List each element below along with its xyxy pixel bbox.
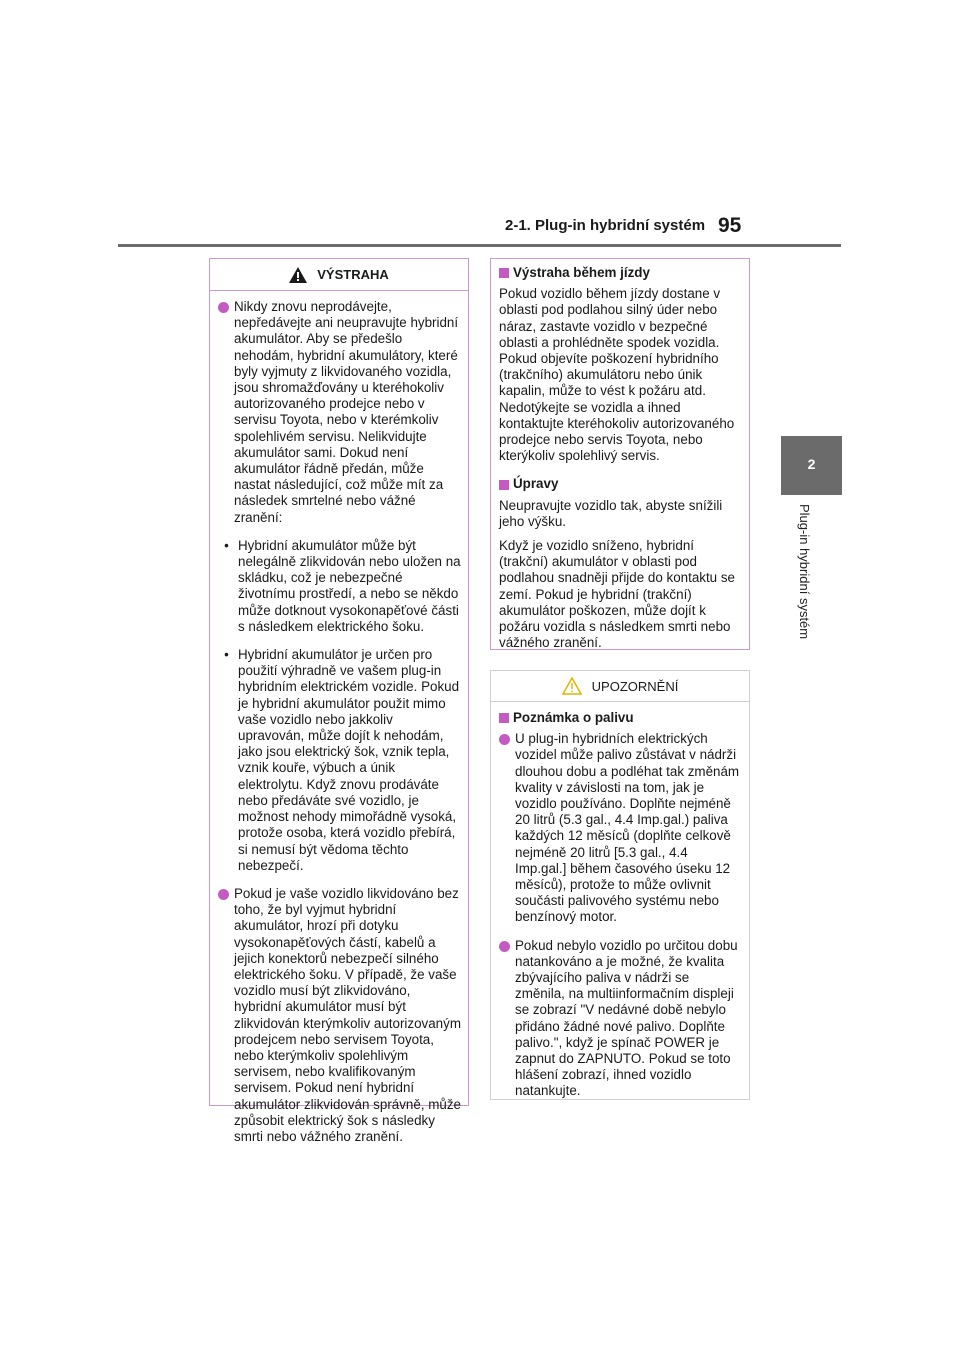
warning-subitem xyxy=(218,647,461,874)
chapter-title: Plug-in hybridní systém xyxy=(797,504,812,640)
notice-bullet xyxy=(499,731,742,925)
bullet-dot-icon xyxy=(218,889,229,900)
warning-bullet xyxy=(218,886,461,1145)
warning-icon xyxy=(289,267,307,283)
bullet-dot-icon xyxy=(499,941,510,952)
paragraph: Když je vozidlo sníženo, hybridní (trakční) akumulátor v oblasti pod podlahou snadněji přijde do kontaktu se zemí. Pokud je hybridní (trakční) akumulátor poškozen, může dojít k požáru vozidla s následkem smrti nebo vážného zranění. xyxy=(499,538,735,651)
section-heading xyxy=(499,265,742,281)
notice-box xyxy=(490,670,750,1100)
notice-bullet-text: Pokud nebylo vozidlo po určitou dobu natankováno a je možné, že kvalita zbývajícího paliva v nádrži se změnila, na multiinformačním displeji se zobrazí "V nedávné době nebylo přidáno žádné nové palivo. Doplňte palivo.", když je spínač POWER je zapnut do ZAPNUTO. Pokud se toto hlášení zobrazí, ihned vozidlo natankujte. xyxy=(515,937,738,1099)
warning-bullet xyxy=(218,299,461,526)
paragraph: Neupravujte vozidlo tak, abyste snížili jeho výšku. xyxy=(499,497,723,529)
bullet-mark-icon: • xyxy=(224,647,229,663)
warning-bullet-text: Pokud je vaše vozidlo likvidováno bez toho, že byl vyjmut hybridní akumulátor, hrozí při dotyku vysokonapěťových částí, kabelů a jejich konektorů nebezpečí silného elektrického šoku. V případě, že vaše vozidlo musí být zlikvidováno, hybridní akumulátor musí být zlikvidován kterýmkoliv autorizovaným prodejcem nebo servisem Toyota, nebo kterýmkoliv spolehlivým servisem, nebo kvalifikovaným servisem. Pokud není hybridní akumulátor zlikvidován správně, může způsobit elektrický šok s následky smrti nebo vážného zranění. xyxy=(234,885,462,1144)
warning-header xyxy=(210,259,468,291)
warning-box xyxy=(209,258,469,1144)
square-bullet-icon xyxy=(499,268,509,278)
notice-bullet xyxy=(499,938,742,1100)
square-bullet-icon xyxy=(499,480,509,490)
section-title: 2-1. Plug-in hybridní systém xyxy=(505,217,706,234)
chapter-number: 2 xyxy=(807,456,816,472)
notice-header xyxy=(491,671,749,702)
heading-text: Výstraha během jízdy xyxy=(513,265,650,280)
warning-subitem-text: Hybridní akumulátor může být nelegálně zlikvidován nebo uložen na skládku, což je nebezpečné životnímu prostředí, a nebo se někdo může dotknout vysokonapěťové části s následkem elektrického šoku. xyxy=(238,537,461,634)
section-heading xyxy=(499,476,742,492)
warning-subitem xyxy=(218,538,461,635)
notice-bullet-text: U plug-in hybridních elektrických vozidel může palivo zůstávat v nádrži dlouhou dobu a podléhat tak změnám kvality v závislosti na tom, jak je vozidlo používáno. Doplňte nejméně 20 litrů (5.3 gal., 4.4 Imp.gal.) paliva každých 12 měsíců (doplňte celkově nejméně 20 litrů [5.3 gal., 4.4 Imp.gal.] během časového úseku 12 měsíců), protože to může ovlivnit součásti palivového systému nebo benzínový motor. xyxy=(515,731,740,925)
header-divider xyxy=(118,244,841,247)
notice-label: UPOZORNĚNÍ xyxy=(591,678,679,694)
section-heading xyxy=(499,710,742,726)
caution-icon xyxy=(562,677,582,695)
bullet-mark-icon: • xyxy=(224,537,229,553)
chapter-tab xyxy=(781,436,842,495)
heading-text: Úpravy xyxy=(513,476,559,492)
warning-subitem-text: Hybridní akumulátor je určen pro použití výhradně ve vašem plug-in hybridním elektrickém vozidle. Pokud je hybridní akumulátor použit mimo vaše vozidlo nebo jakkoliv upravován, může dojít k nehodám, jako jsou elektrický šok, vznik tepla, vznik kouře, výbuch a únik elektrolytu. Když znovu prodáváte nebo předáváte své vozidlo, je možnost nehody mimořádně vysoká, protože osoba, která vozidlo přebírá, si nemusí být vědoma těchto nebezpečí. xyxy=(238,647,460,873)
paragraph: Pokud vozidlo během jízdy dostane v oblasti pod podlahou silný úder nebo náraz, zastavte vozidlo v bezpečné oblasti a prohlédněte spodek vozidla. Pokud objevíte poškození hybridního (trakčního) akumulátoru nebo únik kapalin, může to vést k požáru atd. Nedotýkejte se vozidla a ihned kontaktujte kteréhokoliv autorizovaného prodejce nebo servis Toyota, nebo kterýkoliv spolehlivý servis. xyxy=(499,286,735,464)
heading-text: Poznámka o palivu xyxy=(513,710,634,725)
warning-bullet-text: Nikdy znovu neprodávejte, nepředávejte ani neupravujte hybridní akumulátor. Aby se předešlo nehodám, hybridní akumulátory, které byly vyjmuty z likvidovaného vozidla, jsou shromažďovány u kteréhokoliv autorizovaného prodejce nebo v servisu Toyota, nebo v kterémkoliv spolehlivém servisu. Nelikvidujte akumulátor sami. Dokud není akumulátor řádně předán, může nastat následující, což může mít za následek smrtelné nebo vážné zranění: xyxy=(234,299,459,525)
bullet-dot-icon xyxy=(218,302,229,313)
driving-warning-box xyxy=(490,258,750,650)
warning-label: VÝSTRAHA xyxy=(317,267,389,282)
square-bullet-icon xyxy=(499,713,509,723)
bullet-dot-icon xyxy=(499,734,510,745)
page-number: 95 xyxy=(718,214,742,237)
